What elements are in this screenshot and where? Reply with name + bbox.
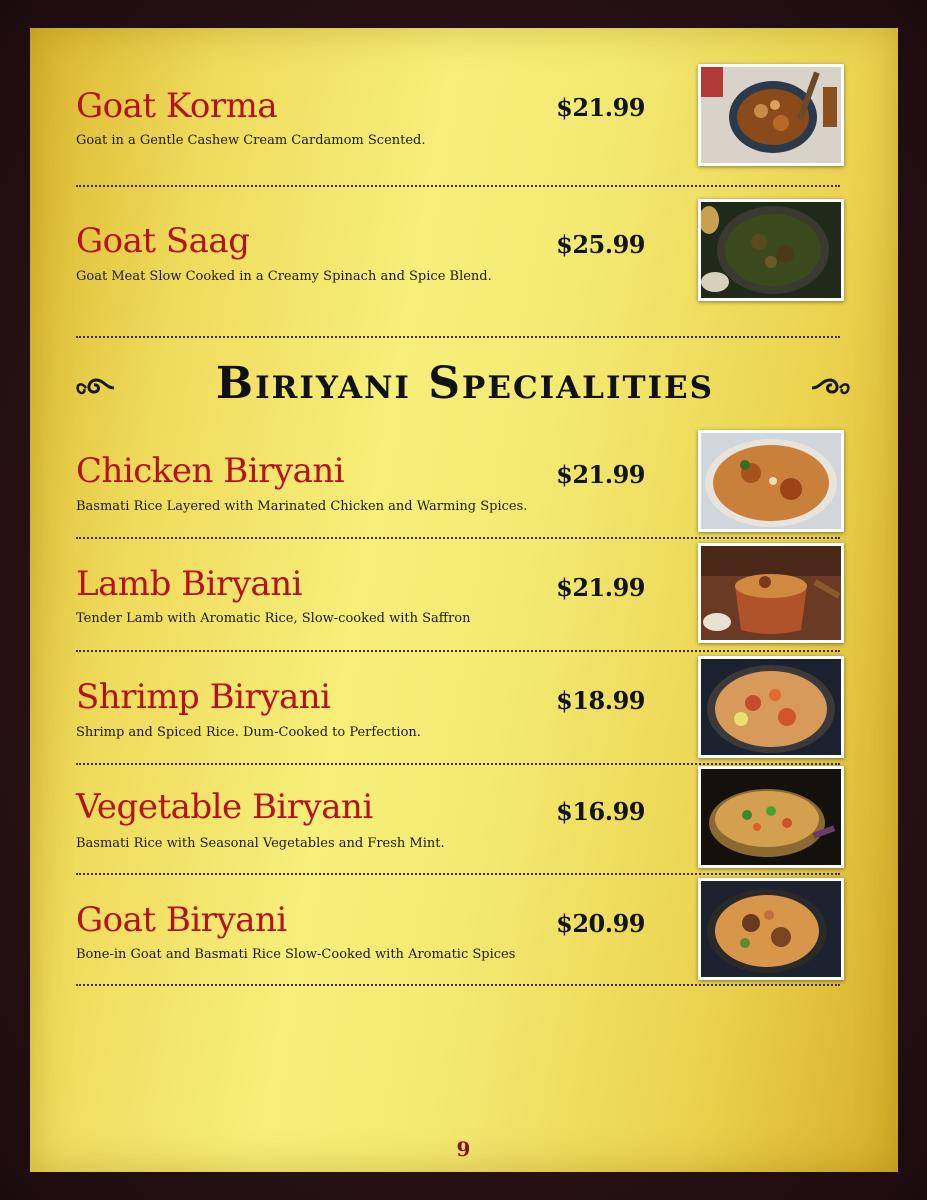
menu-item-description: Basmati Rice with Seasonal Vegetables and Fresh Mint. [76,836,445,851]
divider [76,336,840,338]
menu-item-name: Goat Korma [76,86,278,126]
page-number: 9 [456,1137,471,1161]
menu-item-price: $16.99 [556,797,645,826]
menu-item-description: Bone-in Goat and Basmati Rice Slow-Cooked with Aromatic Spices [76,947,516,962]
goat-korma-photo [698,64,844,166]
menu-item-description: Basmati Rice Layered with Marinated Chicken and Warming Spices. [76,499,528,514]
menu-item-name: Vegetable Biryani [76,787,373,827]
right-flourish-icon [808,374,852,400]
menu-item-price: $21.99 [556,460,645,489]
divider [76,537,840,539]
menu-item-name: Lamb Biryani [76,564,303,604]
menu-item-price: $20.99 [556,909,645,938]
menu-item-price: $21.99 [556,93,645,122]
menu-item-name: Shrimp Biryani [76,677,331,717]
goat-biryani-photo [698,878,844,980]
menu-item-price: $25.99 [556,230,645,259]
menu-item-name: Goat Saag [76,221,250,261]
vegetable-biryani-photo [698,766,844,868]
menu-item-price: $18.99 [556,686,645,715]
divider [76,763,840,765]
menu-item-description: Goat in a Gentle Cashew Cream Cardamom Scented. [76,133,426,148]
divider [76,873,840,875]
shrimp-biryani-photo [698,656,844,758]
menu-item-name: Goat Biryani [76,900,287,940]
menu-item-description: Shrimp and Spiced Rice. Dum-Cooked to Perfection. [76,725,421,740]
menu-item-name: Chicken Biryani [76,451,345,491]
divider [76,185,840,187]
divider [76,984,840,986]
menu-item-price: $21.99 [556,573,645,602]
chicken-biryani-photo [698,430,844,532]
divider [76,650,840,652]
goat-saag-photo [698,199,844,301]
menu-item-description: Tender Lamb with Aromatic Rice, Slow-cooked with Saffron [76,611,471,626]
lamb-biryani-photo [698,543,844,643]
menu-item-description: Goat Meat Slow Cooked in a Creamy Spinach and Spice Blend. [76,269,492,284]
section-title: Biriyani Specialities [215,358,715,409]
left-flourish-icon [74,374,118,400]
